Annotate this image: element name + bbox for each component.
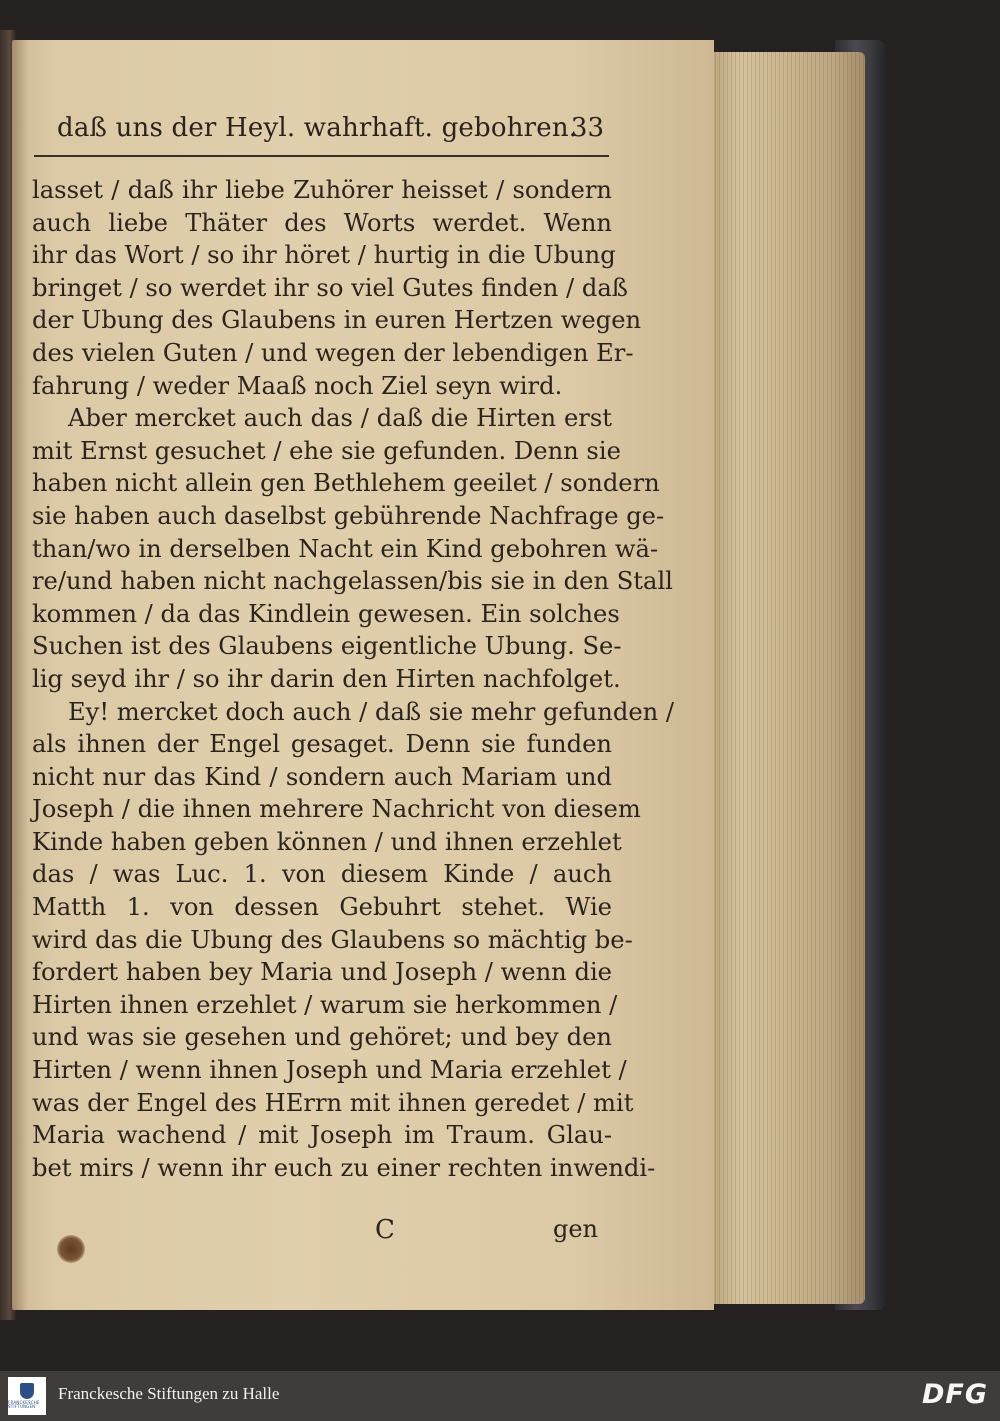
- text-line: Aber mercket auch das / daß die Hirten erst: [68, 404, 612, 433]
- text-line: Joseph / die ihnen mehrere Nachricht von diesem: [32, 795, 641, 824]
- dfg-logo[interactable]: DFG: [921, 1379, 988, 1410]
- text-line: Kinde haben geben können / und ihnen erzehlet: [32, 827, 622, 856]
- logo-text: FRANCKESCHE STIFTUNGEN: [8, 1400, 40, 1409]
- text-line: das / was Luc. 1. von diesem Kinde / auch: [32, 860, 612, 889]
- text-line: bringet / so werdet ihr so viel Gutes finden / daß: [32, 273, 628, 302]
- footer-title: Franckesche Stiftungen zu Halle: [58, 1384, 280, 1403]
- franckesche-logo-icon[interactable]: [8, 1377, 46, 1415]
- text-line: Suchen ist des Glaubens eigentliche Ubung. Se-: [32, 632, 622, 661]
- text-line: was der Engel des HErrn mit ihnen geredet / mit: [32, 1088, 634, 1117]
- footer-bar: [0, 1371, 1000, 1421]
- text-line: Maria wachend / mit Joseph im Traum. Glau-: [32, 1121, 612, 1150]
- text-line: wird das die Ubung des Glaubens so mächtig be-: [32, 925, 633, 954]
- emblem-icon: [20, 1383, 34, 1399]
- text-line: ihr das Wort / so ihr höret / hurtig in die Ubung: [32, 241, 616, 270]
- text-line: re/und haben nicht nachgelassen/bis sie in den Stall: [32, 567, 673, 596]
- text-line: lasset / daß ihr liebe Zuhörer heisset / sondern: [32, 176, 612, 204]
- text-line: bet mirs / wenn ihr euch zu einer rechten inwendi-: [32, 1153, 656, 1182]
- page-number: 33: [570, 113, 604, 143]
- text-line: und was sie gesehen und gehöret; und bey den: [32, 1023, 612, 1052]
- text-line: des vielen Guten / und wegen der lebendigen Er-: [32, 338, 634, 367]
- text-line: als ihnen der Engel gesaget. Denn sie funden: [32, 730, 612, 759]
- text-line: mit Ernst gesuchet / ehe sie gefunden. Denn sie: [32, 436, 621, 465]
- header-rule: [34, 155, 609, 157]
- text-line: fordert haben bey Maria und Joseph / wenn die: [32, 958, 612, 987]
- text-line: fahrung / weder Maaß noch Ziel seyn wird.: [32, 371, 563, 400]
- catchword: gen: [552, 1215, 598, 1243]
- signature-mark: C: [375, 1215, 395, 1245]
- running-head: daß uns der Heyl. wahrhaft. gebohren.: [57, 113, 578, 143]
- text-line: kommen / da das Kindlein gewesen. Ein solches: [32, 599, 620, 628]
- text-line: Hirten ihnen erzehlet / warum sie herkommen /: [32, 990, 618, 1019]
- text-line: sie haben auch daselbst gebührende Nachfrage ge-: [32, 501, 665, 530]
- text-line: haben nicht allein gen Bethlehem geeilet / sondern: [32, 469, 660, 498]
- page-block-edge: [707, 52, 865, 1304]
- body-text: [32, 174, 675, 1184]
- text-line: Hirten / wenn ihnen Joseph und Maria erzehlet /: [32, 1056, 627, 1085]
- gutter-shadow: [12, 40, 28, 1310]
- text-line: der Ubung des Glaubens in euren Hertzen wegen: [32, 306, 642, 335]
- text-line: Ey! mercket doch auch / daß sie mehr gefunden /: [68, 697, 675, 726]
- text-line: auch liebe Thäter des Worts werdet. Wenn: [32, 208, 612, 237]
- ink-stain: [57, 1235, 85, 1263]
- text-line: lig seyd ihr / so ihr darin den Hirten nachfolget.: [32, 664, 621, 693]
- text-line: Matth 1. von dessen Gebuhrt stehet. Wie: [32, 893, 612, 922]
- text-line: than/wo in derselben Nacht ein Kind gebohren wä-: [32, 534, 659, 563]
- text-line: nicht nur das Kind / sondern auch Mariam und: [32, 762, 612, 791]
- book-page: [12, 40, 714, 1310]
